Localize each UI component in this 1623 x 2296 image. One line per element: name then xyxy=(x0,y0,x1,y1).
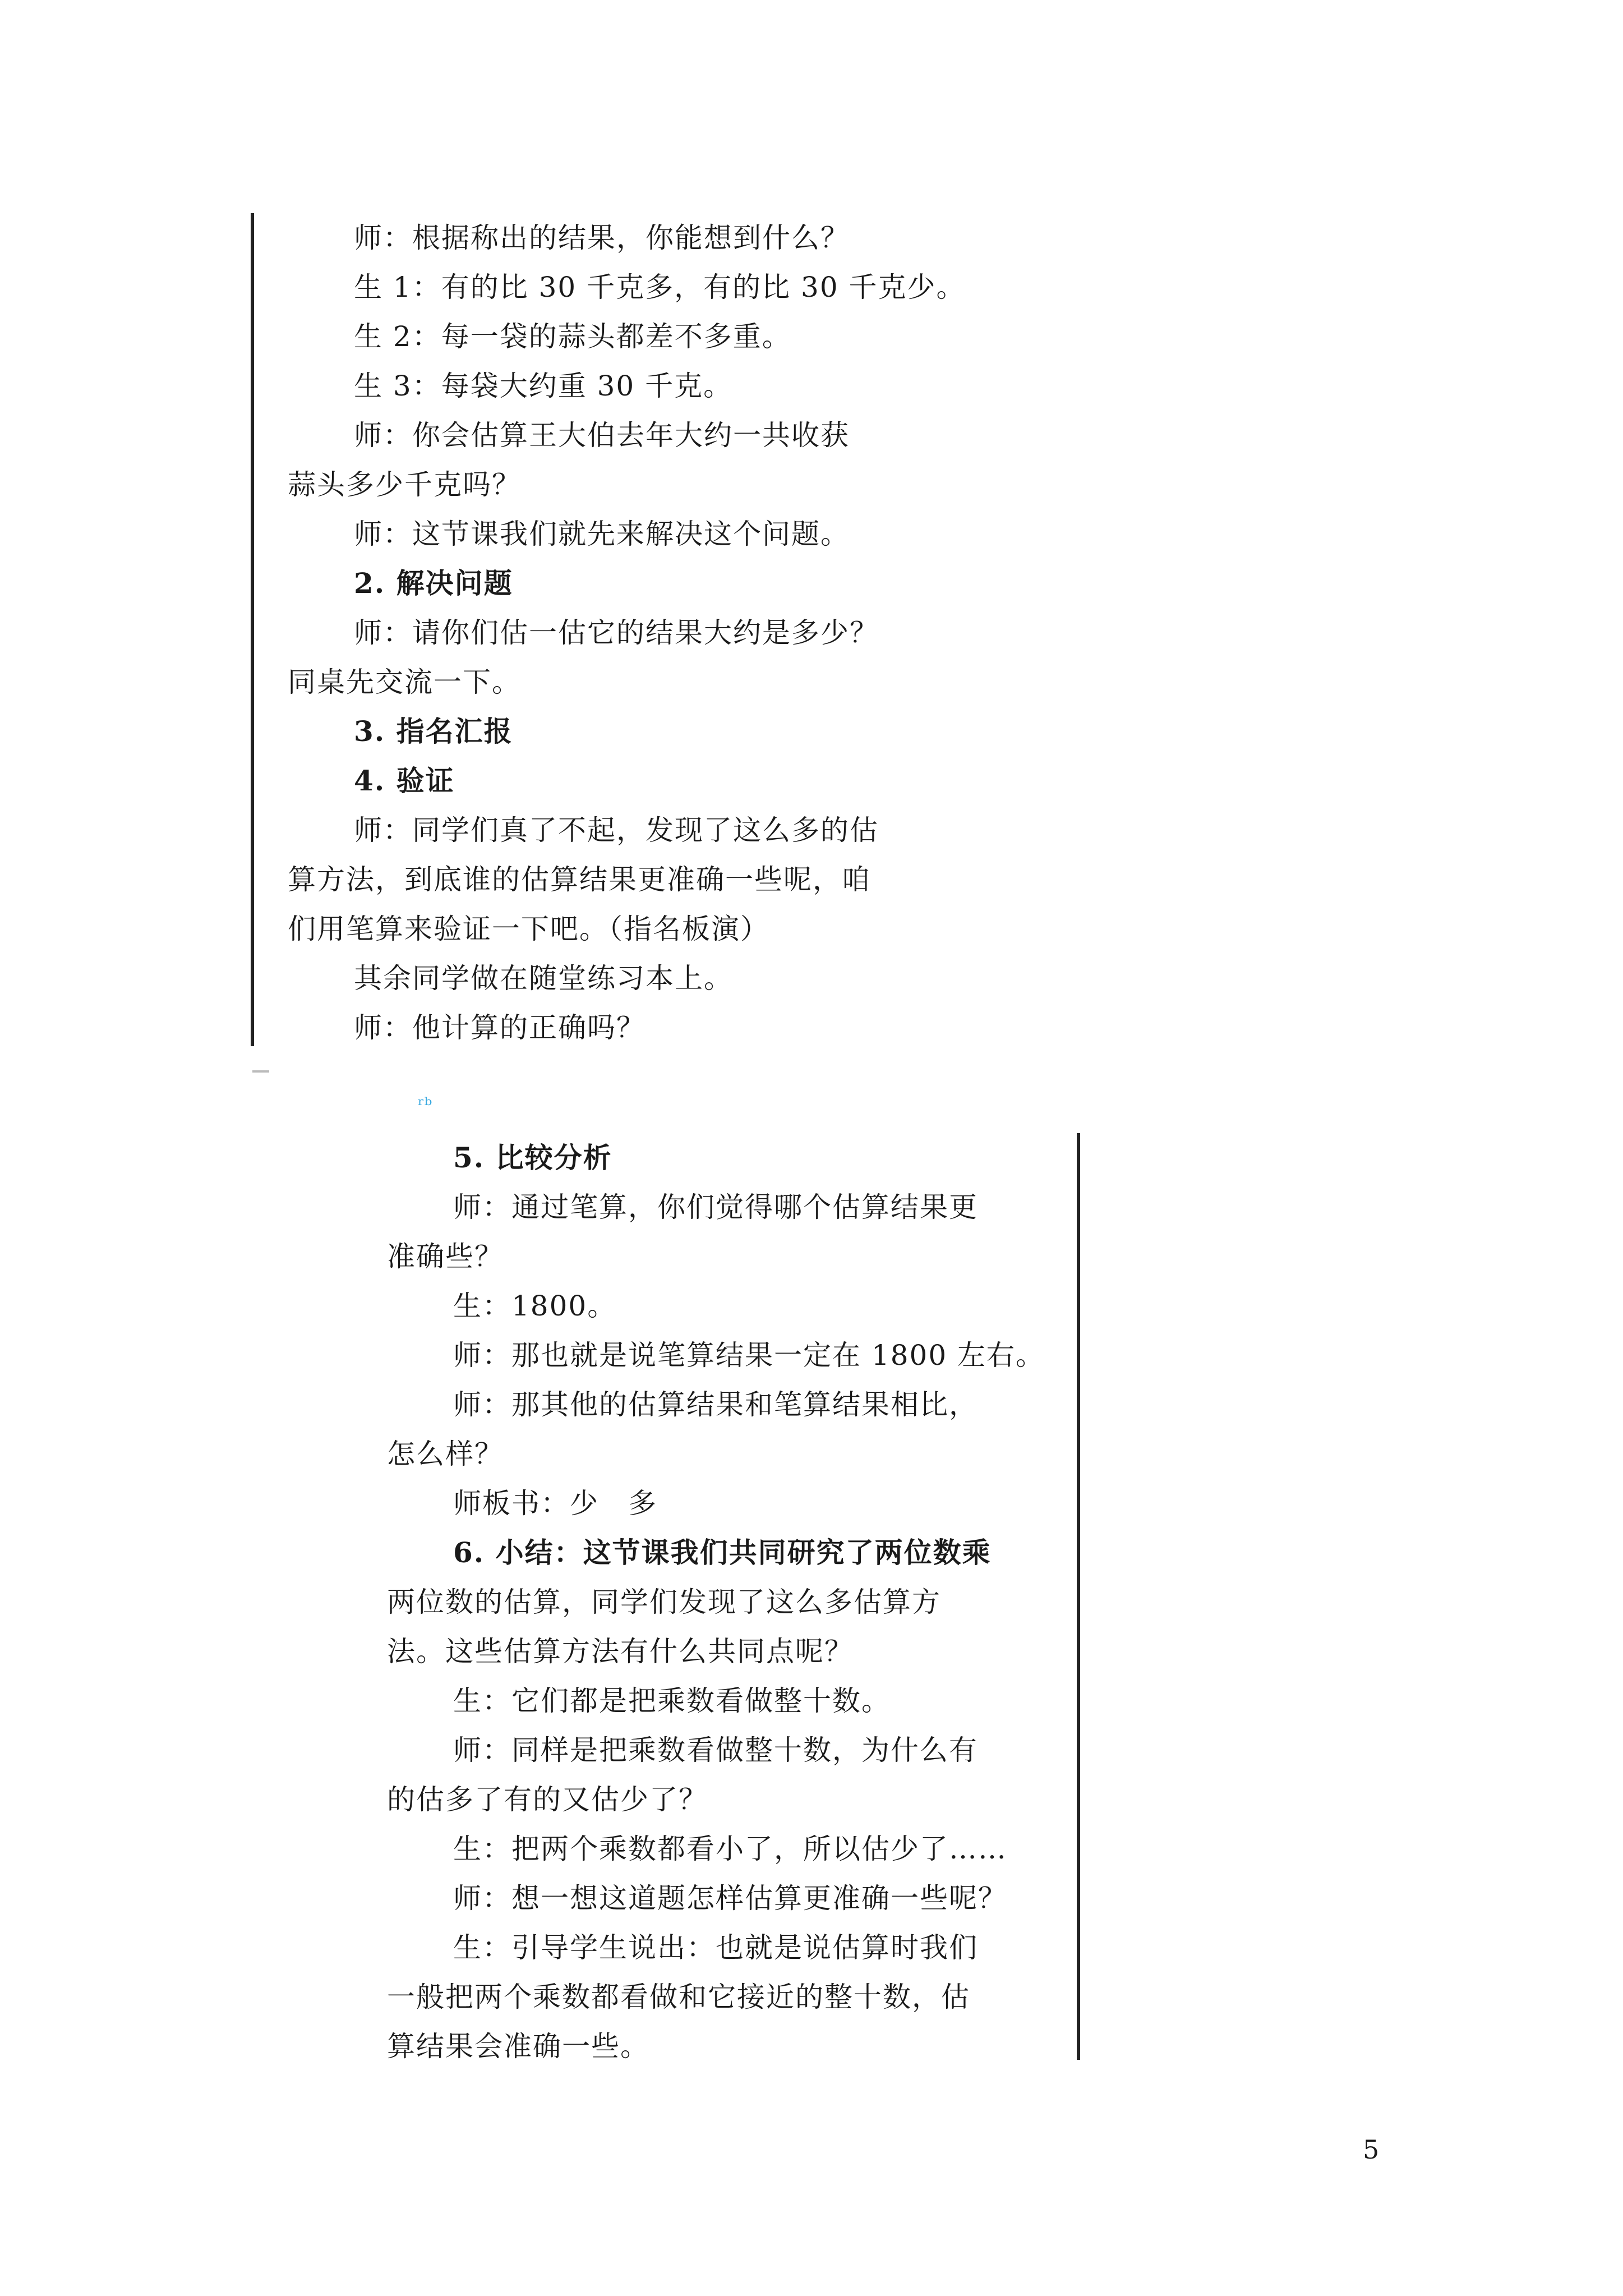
text-line: 生：把两个乘数都看小了，所以估少了…… xyxy=(453,1833,1007,1865)
text-line: 师：根据称出的结果，你能想到什么？ xyxy=(354,222,850,254)
text-line: 一般把两个乘数都看做和它接近的整十数，估 xyxy=(387,1981,970,2013)
text-line: 6. 小结：这节课我们共同研究了两位数乘 xyxy=(453,1536,992,1569)
text-line: 生：它们都是把乘数看做整十数。 xyxy=(453,1685,891,1717)
text-line: 师：通过笔算，你们觉得哪个估算结果更 xyxy=(453,1191,978,1223)
text-line: 师：他计算的正确吗？ xyxy=(354,1011,645,1044)
text-line: 怎么样？ xyxy=(387,1438,504,1470)
text-line: 生 1：有的比 30 千克多，有的比 30 千克少。 xyxy=(354,271,966,303)
text-line: 师：同样是把乘数看做整十数，为什么有 xyxy=(453,1734,978,1766)
text-line: 们用笔算来验证一下吧。（指名板演） xyxy=(288,913,769,945)
bottom-text-block xyxy=(387,1133,1080,2063)
text-line: 准确些？ xyxy=(387,1240,504,1273)
text-line: 师板书：少 多 xyxy=(453,1487,657,1520)
text-line: 师：这节课我们就先来解决这个问题。 xyxy=(354,518,850,550)
text-line: 师：请你们估一估它的结果大约是多少？ xyxy=(354,616,879,649)
text-line: 师：那也就是说笔算结果一定在 1800 左右。 xyxy=(453,1339,1045,1372)
text-line: 蒜头多少千克吗？ xyxy=(288,468,521,501)
text-line: 4. 验证 xyxy=(354,764,455,797)
top-text-block xyxy=(251,213,966,1046)
text-line: 生：1800。 xyxy=(453,1290,617,1322)
text-line: 其余同学做在随堂练习本上。 xyxy=(354,962,733,995)
text-line: 生 3：每袋大约重 30 千克。 xyxy=(354,370,733,402)
text-line: 法。这些估算方法有什么共同点呢？ xyxy=(387,1635,854,1668)
text-line: 5. 比较分析 xyxy=(453,1141,612,1174)
text-line: 师：你会估算王大伯去年大约一共收获 xyxy=(354,419,850,452)
text-line: 师：那其他的估算结果和笔算结果相比， xyxy=(453,1388,978,1421)
text-line: 生：引导学生说出：也就是说估算时我们 xyxy=(453,1931,978,1964)
text-line: 算结果会准确一些。 xyxy=(387,2030,649,2063)
text-line: 算方法，到底谁的估算结果更准确一些呢，咱 xyxy=(288,863,871,896)
text-line: 3. 指名汇报 xyxy=(354,715,513,748)
text-line: 2. 解决问题 xyxy=(354,567,513,600)
text-line: 的估多了有的又估少了？ xyxy=(387,1783,708,1816)
page-number: 5 xyxy=(1363,2134,1380,2165)
text-line: 同桌先交流一下。 xyxy=(288,666,521,698)
text-line: 师：同学们真了不起，发现了这么多的估 xyxy=(354,814,879,846)
scan-speck xyxy=(252,1070,269,1073)
text-line: 两位数的估算，同学们发现了这么多估算方 xyxy=(387,1586,941,1618)
text-line: 生 2：每一袋的蒜头都差不多重。 xyxy=(354,320,791,353)
text-line: 师：想一想这道题怎样估算更准确一些呢？ xyxy=(453,1882,1007,1915)
decorative-mark-icon: ʳᵇ xyxy=(418,1094,432,1116)
